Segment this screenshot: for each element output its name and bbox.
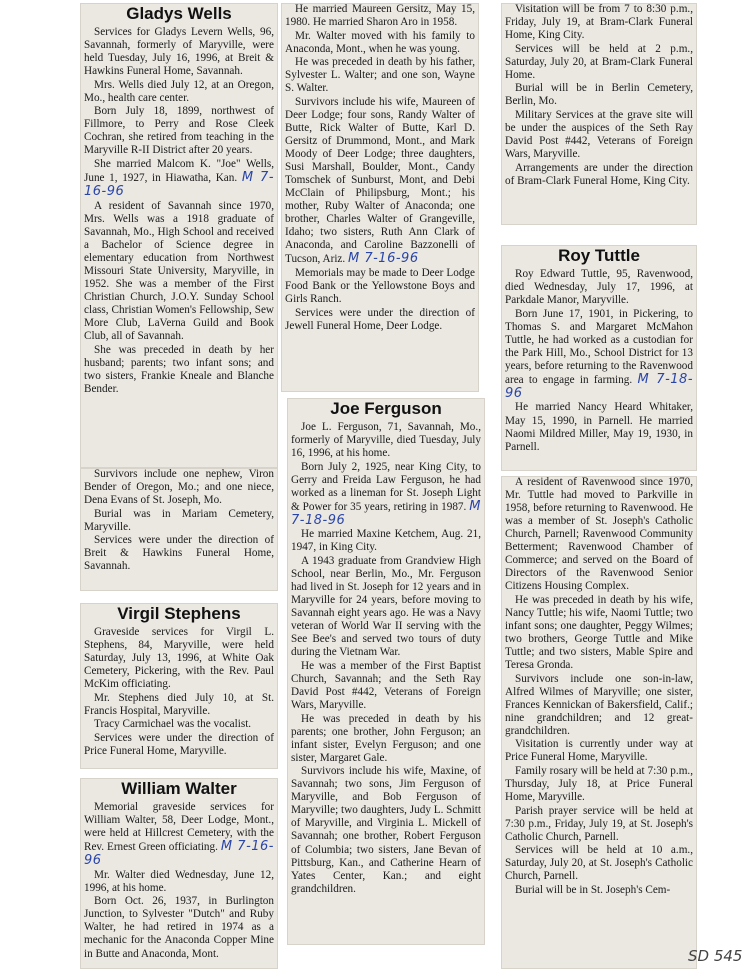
obituary-paragraph: He was preceded in death by his wife, Nancy Tuttle; his wife, Naomi Tuttle; two infant sons; one daughter, Peggy Wilmes; two brothers, George Tuttle and Mike Tuttle; and two sisters, Mable Spire and Teresa Gronda. [505,593,693,672]
obituary-text: Memorial graveside services for William Walter, 58, Deer Lodge, Mont., were held at Hillcrest Cemetery, with the Rev. Ernest Green officiating. [84,801,274,854]
obituary-paragraph: He married Nancy Heard Whitaker, May 15, 1990, in Parnell. He married Naomi Mildred Miller, May 19, 1930, in Parnell. [505,401,693,453]
obituary-paragraph: Services will be held at 2 p.m., Saturday, July 20, at Bram-Clark Funeral Home. [505,42,693,81]
handwritten-date-note: M 7-18-96 [505,371,694,401]
obituary-paragraph: Burial will be in Berlin Cemetery, Berlin, Mo. [505,82,693,108]
obituary-roy-tuttle-continued [501,476,697,969]
obituary-roy-tuttle [501,245,697,471]
obituary-paragraph [84,158,274,199]
obituary-william-walter-continued [281,3,479,392]
obituary-paragraph: Mr. Walter moved with his family to Anaconda, Mont., when he was young. [285,29,475,55]
obituary-paragraph: Arrangements are under the direction of Bram-Clark Funeral Home, King City. [505,161,693,187]
obituary-william-walter [80,778,278,969]
obituary-paragraph: He married Maureen Gersitz, May 15, 1980. He married Sharon Aro in 1958. [285,3,475,29]
obituary-paragraph: Memorials may be made to Deer Lodge Food Bank or the Yellowstone Boys and Girls Ranch. [285,266,475,306]
obituary-paragraph: Mr. Stephens died July 10, at St. Francis Hospital, Maryville. [84,691,274,717]
obituary-paragraph: Parish prayer service will be held at 7:30 p.m., Friday, July 19, at St. Joseph's Catholic Church, Parnell. [505,804,693,843]
obituary-paragraph [84,801,274,868]
obituary-title: Gladys Wells [126,4,232,23]
obituary-paragraph: Survivors include one nephew, Viron Bender of Oregon, Mo.; and one niece, Dena Evans of St. Joseph, Mo. [84,468,274,507]
obituary-paragraph: She was preceded in death by her husband; parents; two infant sons; and two sisters, Frankie Kneale and Blanche Bender. [84,343,274,395]
obituary-title: William Walter [121,779,237,798]
obituary-paragraph: He was a member of the First Baptist Church, Savannah; and the Seth Ray David Post #442, Veterans of Foreign Wars, Maryville. [291,659,481,711]
obituary-paragraph: Roy Edward Tuttle, 95, Ravenwood, died Wednesday, July 17, 1996, at Parkdale Manor, Maryville. [505,268,693,307]
obituary-text: Survivors include his wife, Maureen of Deer Lodge; four sons, Randy Walter of Butte, Rick Walter of Butte, Karl D. Gersitz of Drummond, Mont., and Mark Moody of Deer Lodge; three daughters, Susi Marshall, Boulder, Mont., Candy Tomschek of Sunburst, Mont, and Debi McClain of Philipsburg, Mont.; his mother, Ruby Walter of Anaconda; one brother, Charles Walter of Grangeville, Idaho; two sisters, Ruth Ann Clark of Anaconda, and Caroline Bazzonelli of Tucson, Ariz. [285,95,475,266]
obituary-paragraph: Visitation will be from 7 to 8:30 p.m., Friday, July 19, at Bram-Clark Funeral Home, King City. [505,3,693,42]
obituary-paragraph: Visitation is currently under way at Price Funeral Home, Maryville. [505,738,693,764]
obituary-paragraph: Graveside services for Virgil L. Stephens, 84, Maryville, were held Saturday, July 13, 1996, at White Oak Cemetery, Pickering, with the Rev. Paul McKim officiating. [84,626,274,691]
obituary-paragraph: Services were under the direction of Price Funeral Home, Maryville. [84,731,274,757]
obituary-title: Virgil Stephens [117,604,241,623]
obituary-paragraph: Burial will be in St. Joseph's Cem- [515,883,671,896]
obituary-joe-ferguson-continued [501,3,697,225]
obituary-gladys-wells [80,3,278,468]
handwritten-date-note: M 7-16-96 [348,251,419,267]
obituary-paragraph: A resident of Savannah since 1970, Mrs. Wells was a 1918 graduate of Savannah, Mo., High School and received a Bachelor of Science degree in elementary education from Northwest Missouri State University, Maryville, in 1952. She was a member of the First Christian Church, J.O.Y. Sunday School class, Christian Women's Fellowship, Sew More Club, LaVerna Guild and Book Club, all of Savannah. [84,199,274,343]
obituary-paragraph: Joe L. Ferguson, 71, Savannah, Mo., formerly of Maryville, died Tuesday, July 16, 1996, at his home. [291,421,481,460]
obituary-text: She married Malcom K. "Joe" Wells, June 1, 1927, in Hiawatha, Kan. [84,157,274,185]
handwritten-date-note: M 7-18-96 [291,498,481,528]
obituary-paragraph: Services were under the direction of Jewell Funeral Home, Deer Lodge. [285,306,475,332]
obituary-paragraph: He married Maxine Ketchem, Aug. 21, 1947, in King City. [291,528,481,554]
obituary-paragraph: A resident of Ravenwood since 1970, Mr. Tuttle had moved to Parkville in 1958, before returning to Ravenwood. He was a member of St. Joseph's Catholic Church, Parnell; Ravenwood Community Betterment; Ravenwood Chamber of Commerce; and served on the Board of Directors of the Ravenwood Senior Citizens Housing Complex. [505,476,693,593]
obituary-paragraph: Services for Gladys Levern Wells, 96, Savannah, formerly of Maryville, were held Tuesday, July 16, 1996, at Breit & Hawkins Funeral Home, Savannah. [84,26,274,78]
obituary-virgil-stephens [80,603,278,769]
obituary-title: Joe Ferguson [330,399,442,418]
obituary-paragraph [285,96,475,267]
obituary-paragraph: He was preceded in death by his parents; one brother, John Ferguson; an infant sister, Evelyn Ferguson; and one sister, Margaret Gale. [291,712,481,764]
obituary-gladys-wells-continued [80,468,278,591]
handwritten-corner-note: SD 545 [688,947,743,965]
obituary-paragraph: He was preceded in death by his father, Sylvester L. Walter; and one son, Wayne S. Walter. [285,56,475,95]
obituary-paragraph: Survivors include one son-in-law, Alfred Wilmes of Maryville; one sister, Frances Kennickan of Bakersfield, Calif.; nine grandchildren; and 12 great-grandchildren. [505,672,693,737]
obituary-text: Born July 2, 1925, near King City, to Gerry and Freida Law Ferguson, he had worked as a lineman for St. Joseph Light & Power for 35 years, retiring in 1987. [291,460,481,513]
obituary-paragraph: Services will be held at 10 a.m., Saturday, July 20, at St. Joseph's Catholic Church, Parnell. [505,844,693,883]
obituary-paragraph: A 1943 graduate from Grandview High School, near Berlin, Mo., Mr. Ferguson had lived in St. Joseph for 12 years and in Maryville for 24 years, before moving to Savannah eight years ago. He was a Navy veteran of World War II serving with the See Bee's and served two tours of duty during the Vietnam War. [291,554,481,659]
handwritten-date-note: M 7-16-96 [84,170,275,200]
handwritten-date-note: M 7-16-96 [84,839,274,869]
obituary-paragraph: Services were under the direction of Breit & Hawkins Funeral Home, Savannah. [84,534,274,573]
obituary-paragraph: Tracy Carmichael was the vocalist. [94,718,252,731]
obituary-paragraph: Mrs. Wells died July 12, at an Oregon, Mo., health care center. [84,78,274,104]
obituary-paragraph [505,308,693,401]
obituary-text: Born June 17, 1901, in Pickering, to Thomas S. and Margaret McMahon Tuttle, he had worked as a custodian for the Park Hill, Mo., School District for 13 years, before returning to the Ravenwood area to engage in farming. [505,307,693,386]
obituary-title: Roy Tuttle [558,246,640,265]
obituary-paragraph: Born Oct. 26, 1937, in Burlington Junction, to Sylvester "Dutch" and Ruby Walter, he had retired in 1974 as a mechanic for the Anaconda Copper Mine in Butte and Anaconda, Mont. [84,895,274,960]
obituary-paragraph [291,461,481,528]
obituary-paragraph: Burial was in Mariam Cemetery, Maryville. [84,507,274,533]
obituary-paragraph: Mr. Walter died Wednesday, June 12, 1996, at his home. [84,868,274,894]
obituary-paragraph: Family rosary will be held at 7:30 p.m., Thursday, July 18, at Price Funeral Home, Maryville. [505,765,693,804]
obituary-paragraph: Military Services at the grave site will be under the auspices of the Seth Ray David Post #442, Veterans of Foreign Wars, Maryville. [505,108,693,161]
obituary-joe-ferguson [287,398,485,945]
obituary-paragraph: Born July 18, 1899, northwest of Fillmore, to Perry and Rose Cleek Cochran, she retired from teaching in the Maryville R-II District after 20 years. [84,105,274,157]
obituary-paragraph: Survivors include his wife, Maxine, of Savannah; two sons, Jim Ferguson of Maryville, and Bob Ferguson of Maryville; two daughters, Judy L. Schmitt of Maryville, and Virginia L. Mickell of Savannah; one brother, Robert Ferguson of Columbia; two sisters, Jane Bevan of Pittsburg, Kan., and Catherine Hearn of Yates Center, Kan.; and eight grandchildren. [291,765,481,895]
